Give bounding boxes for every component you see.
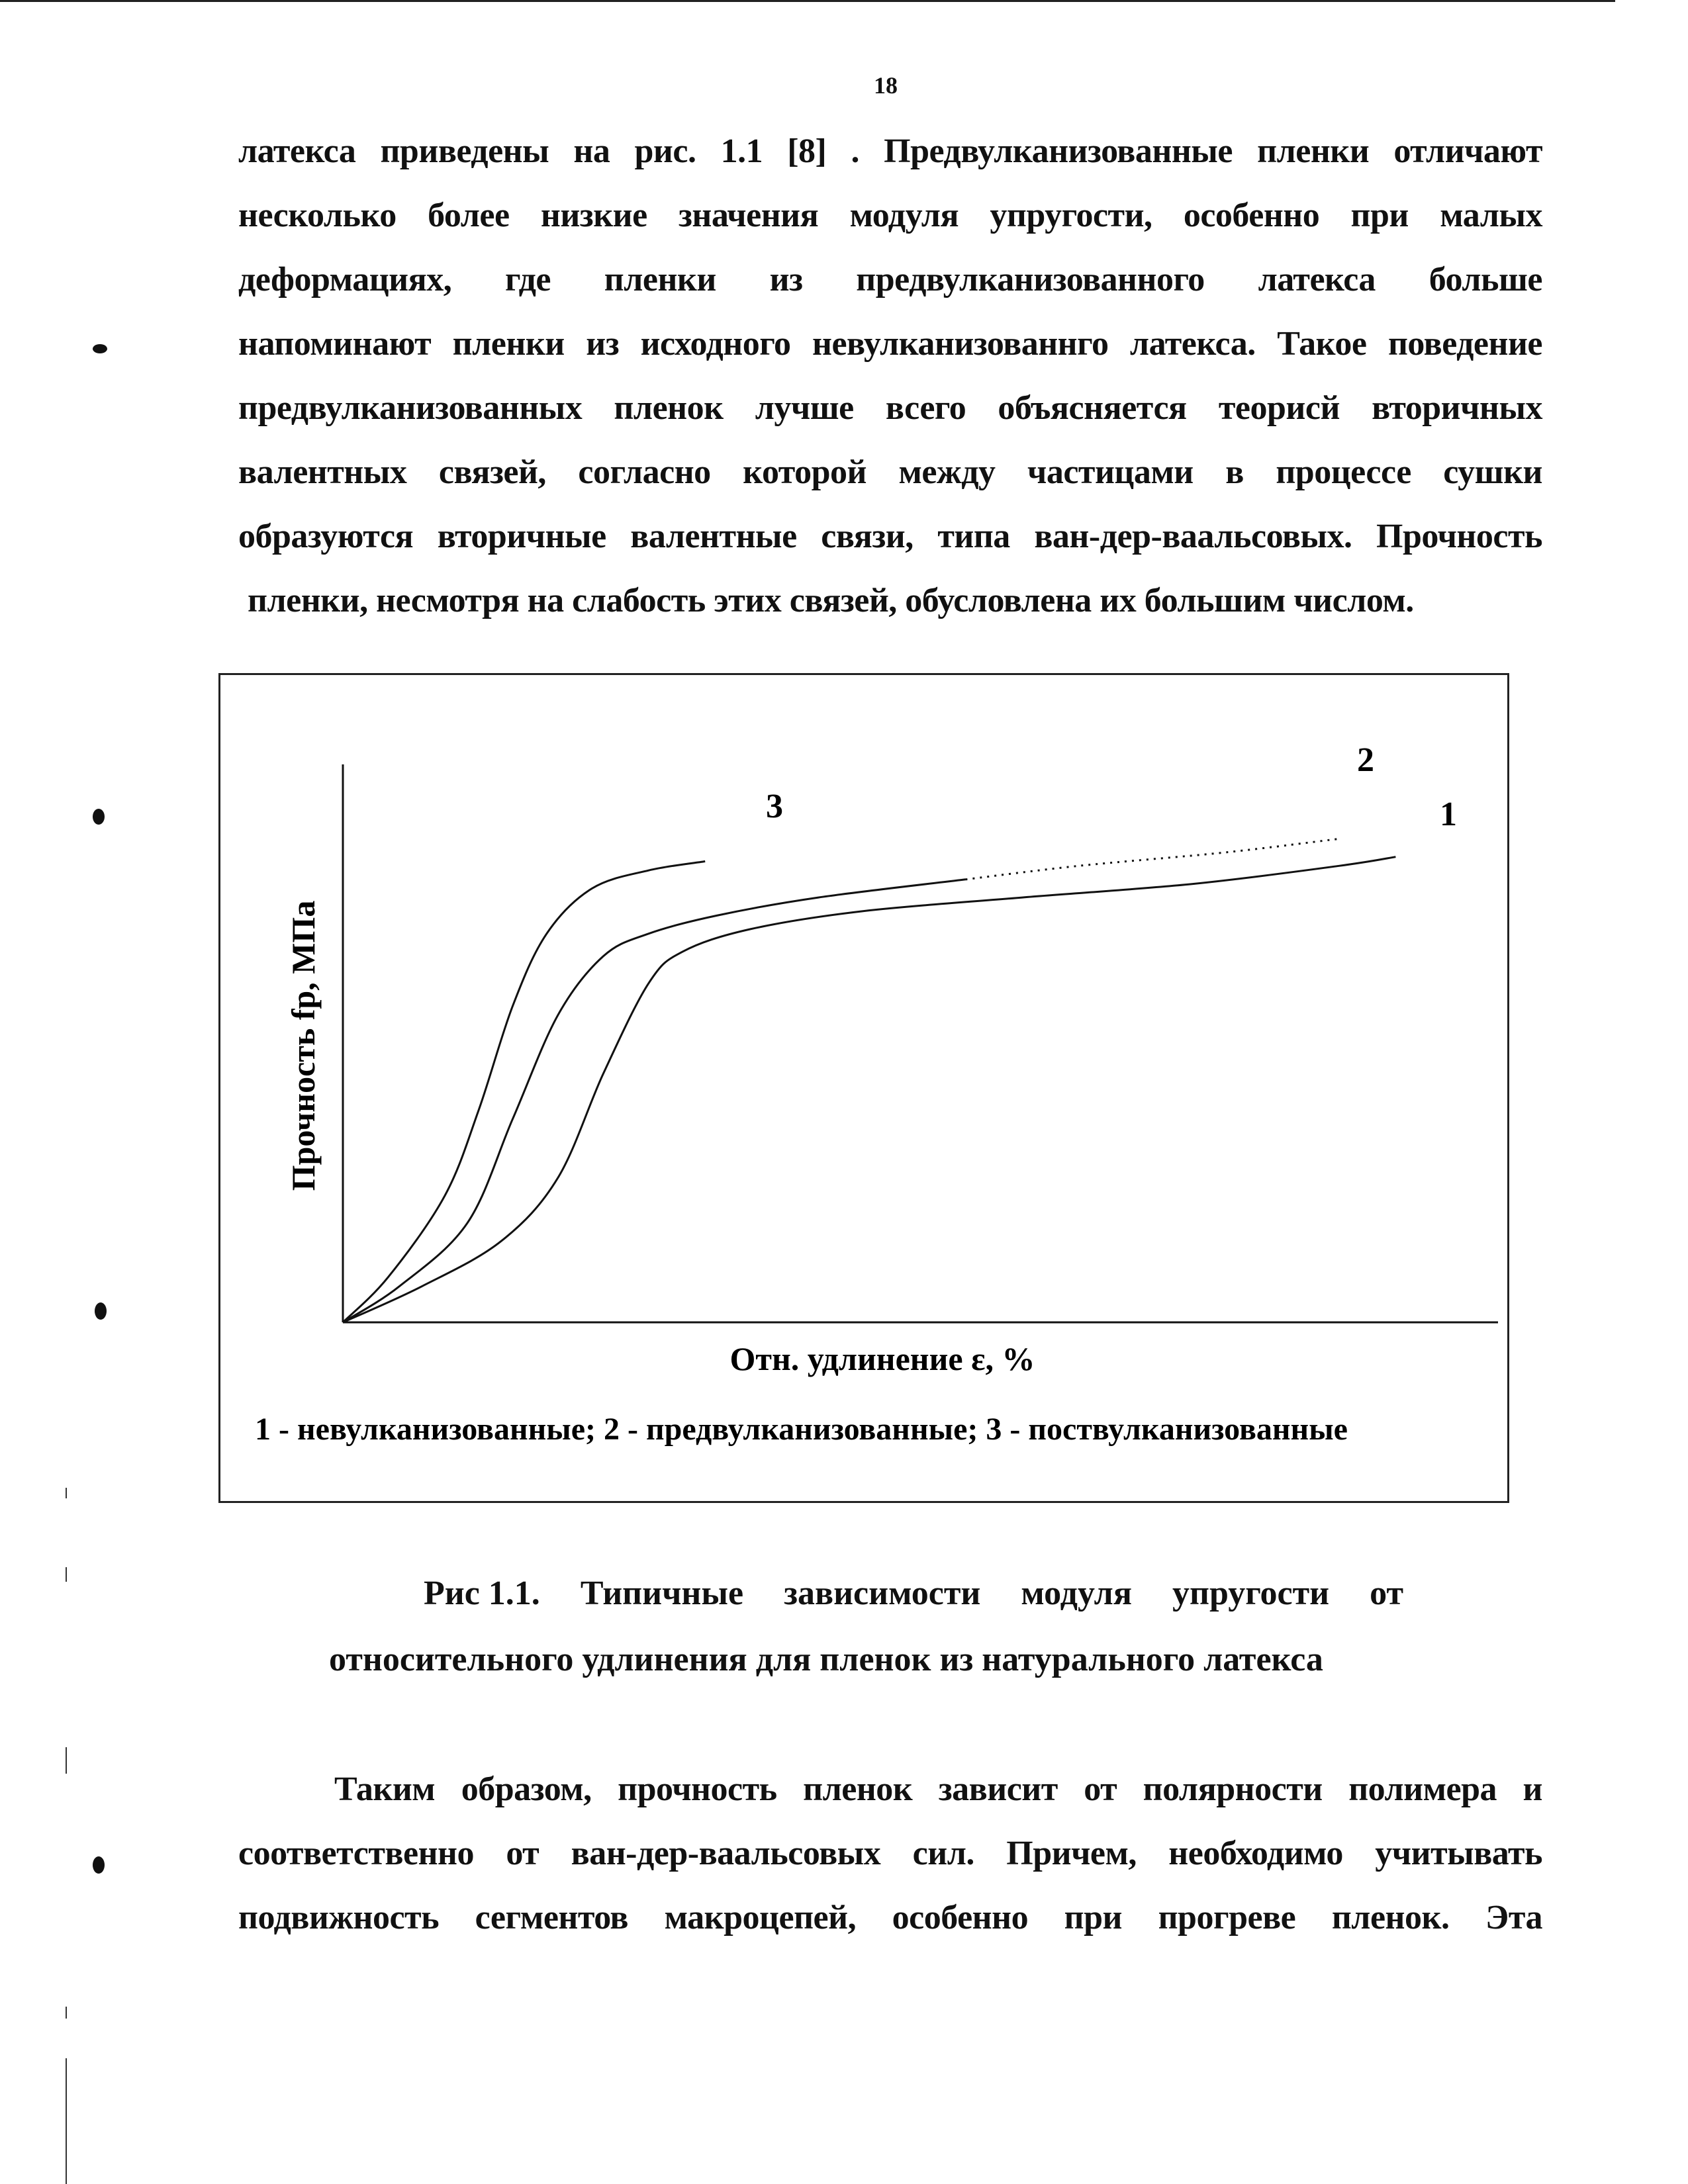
series-line-1 [343, 857, 1395, 1322]
margin-dot [93, 344, 107, 353]
series-line-2 [343, 880, 966, 1322]
caption-word: Рис 1.1. [424, 1574, 540, 1612]
text-line: предвулканизованных пленок лучше всего объясняется теорисй вторичных [238, 389, 1542, 427]
caption-word: Типичные [580, 1574, 744, 1612]
text-line: латекса приведены на рис. 1.1 [8] . Предвулканизованные пленки отличают [238, 132, 1542, 170]
margin-tick [66, 1488, 67, 1498]
figure-caption-line-2: относительного удлинения для пленок из натурального латекса [329, 1641, 1323, 1678]
text-line: Таким образом, прочность пленок зависит от полярности полимера и [334, 1770, 1542, 1808]
figure-caption-line-1 [424, 1574, 1403, 1613]
curve-label-2: 2 [1357, 741, 1374, 779]
x-axis-label: Отн. удлинение ε, % [729, 1340, 1035, 1377]
margin-dot [93, 809, 105, 825]
caption-word: зависимости [784, 1574, 981, 1612]
y-axis-label: Прочность fр, МПа [285, 900, 322, 1191]
series-layer [343, 839, 1395, 1322]
text-line: несколько более низкие значения модуля упругости, особенно при малых [238, 197, 1542, 234]
text-line: деформациях, где пленки из предвулканизованного латекса больше [238, 261, 1542, 298]
text-line: образуются вторичные валентные связи, типа ван-дер-ваальсовых. Прочность [238, 518, 1542, 555]
curve-label-3: 3 [766, 788, 783, 825]
figure-legend: 1 - невулканизованные; 2 - предвулканизованные; 3 - поствулканизованные [255, 1412, 1348, 1447]
text-line: пленки, несмотря на слабость этих связей, обусловлена их большим числом. [248, 582, 1414, 619]
text-line: соответственно от ван-дер-ваальсовых сил. Причем, необходимо учитывать [238, 1835, 1542, 1872]
page-number: 18 [874, 72, 898, 99]
stress-strain-chart [220, 675, 1511, 1505]
caption-word: модуля [1021, 1574, 1132, 1612]
text-line: подвижность сегментов макроцепей, особенно при прогреве пленок. Эта [238, 1899, 1542, 1936]
margin-tick [66, 2007, 67, 2019]
top-border-line [0, 0, 1615, 2]
caption-word: упругости [1172, 1574, 1330, 1612]
text-line: напоминают пленки из исходного невулканизованнго латекса. Такое поведение [238, 325, 1542, 363]
margin-tick [66, 1747, 67, 1774]
margin-tick [66, 2058, 67, 2184]
paragraph-2 [238, 1757, 1542, 1950]
curve-label-1: 1 [1440, 796, 1457, 833]
paragraph-1 [238, 119, 1542, 633]
margin-dot [93, 1856, 105, 1874]
caption-word: от [1370, 1574, 1403, 1612]
margin-dot [95, 1302, 107, 1320]
margin-tick [66, 1567, 67, 1582]
figure-frame [218, 673, 1509, 1503]
text-line: валентных связей, согласно которой между частицами в процессе сушки [238, 453, 1542, 491]
